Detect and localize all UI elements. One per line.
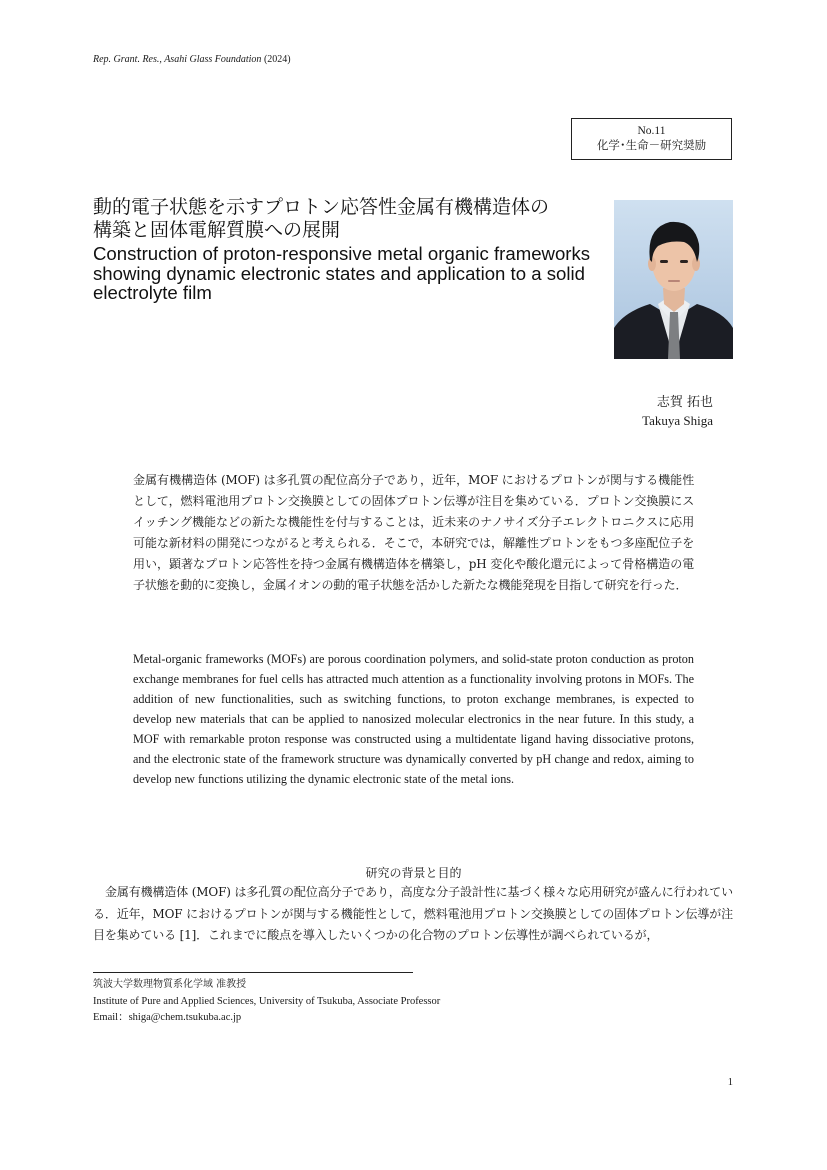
- footnote-divider: [93, 972, 413, 973]
- footnote-affiliation-ja: 筑波大学数理物質系化学域 准教授: [93, 979, 247, 990]
- title-ja-line2: 構築と固体電解質膜への展開: [93, 219, 341, 241]
- footnote-affiliation-en: Institute of Pure and Applied Sciences, University of Tsukuba, Associate Professor: [93, 996, 441, 1007]
- journal-year: (2024): [263, 54, 291, 65]
- section-body-text: 金属有機構造体 (MOF) は多孔質の配位高分子であり，高度な分子設計性に基づく様々な応用研究が盛んに行われている．近年，MOF におけるプロトンが関与する機能性として，燃料電池用プロトン交換膜としての固体プロトン伝導が注目を集めている [1]．これまでに酸点を導入したいくつかの化合物のプロトン伝導性が調べられているが，: [93, 885, 733, 942]
- author-name-japanese: 志賀 拓也: [656, 395, 713, 410]
- abstract-english: Metal-organic frameworks (MOFs) are porous coordination polymers, and solid-state proton conduction as proton exchange membranes for fuel cells has attracted much attention as a functionality involving protons in MOFs. The addition of new functionalities, such as switching functions, to proton exchange membranes, is expected to develop new materials that can be applied to nanosized molecular electronics in the near future. In this study, a MOF with remarkable proton response was constructed using a multidentate ligand having dissociative protons, and the electronic state of the framework structure was dynamically converted by pH change and redox, aiming to develop new functions utilizing the dynamic electronic state of the metal ions.: [133, 652, 694, 786]
- badge-category: 化学･生命－研究奨励: [596, 140, 707, 152]
- abstract-japanese: 金属有機構造体 (MOF) は多孔質の配位高分子であり，近年，MOF におけるプロトンが関与する機能性として，燃料電池用プロトン交換膜としての固体プロトン伝導が注目を集めている．プロトン交換膜にスイッチング機能などの新たな機能性を付与することは，近未来のナノサイズ分子エレクトロニクスに応用可能な新材料の開発につながると考えられる．そこで，本研究では，解離性プロトンをもつ多座配位子を用い，顕著なプロトン応答性を持つ金属有機構造体を構築し，pH 変化や酸化還元によって骨格構造の電子状態を動的に変換し，金属イオンの動的電子状態を活かした新たな機能発現を目指して研究を行った．: [133, 473, 694, 592]
- page-number: 1: [727, 1077, 733, 1088]
- title-english: Construction of proton-responsive metal organic frameworks showing dynamic electronic states and application to a solid electrolyte film: [93, 243, 591, 303]
- author-portrait-image: [614, 200, 733, 359]
- title-japanese: [93, 196, 593, 242]
- author-name-english: Takuya Shiga: [642, 413, 713, 428]
- grant-badge: [571, 118, 732, 160]
- journal-name: Rep. Grant. Res., Asahi Glass Foundation: [93, 54, 262, 65]
- journal-header: [93, 54, 291, 65]
- footnote-email: Email：shiga@chem.tsukuba.ac.jp: [93, 1012, 242, 1023]
- author-photo: [614, 200, 733, 359]
- badge-number: No.11: [637, 125, 666, 137]
- section-heading: 研究の背景と目的: [365, 866, 462, 880]
- title-ja-line1: 動的電子状態を示すプロトン応答性金属有機構造体の: [93, 196, 550, 218]
